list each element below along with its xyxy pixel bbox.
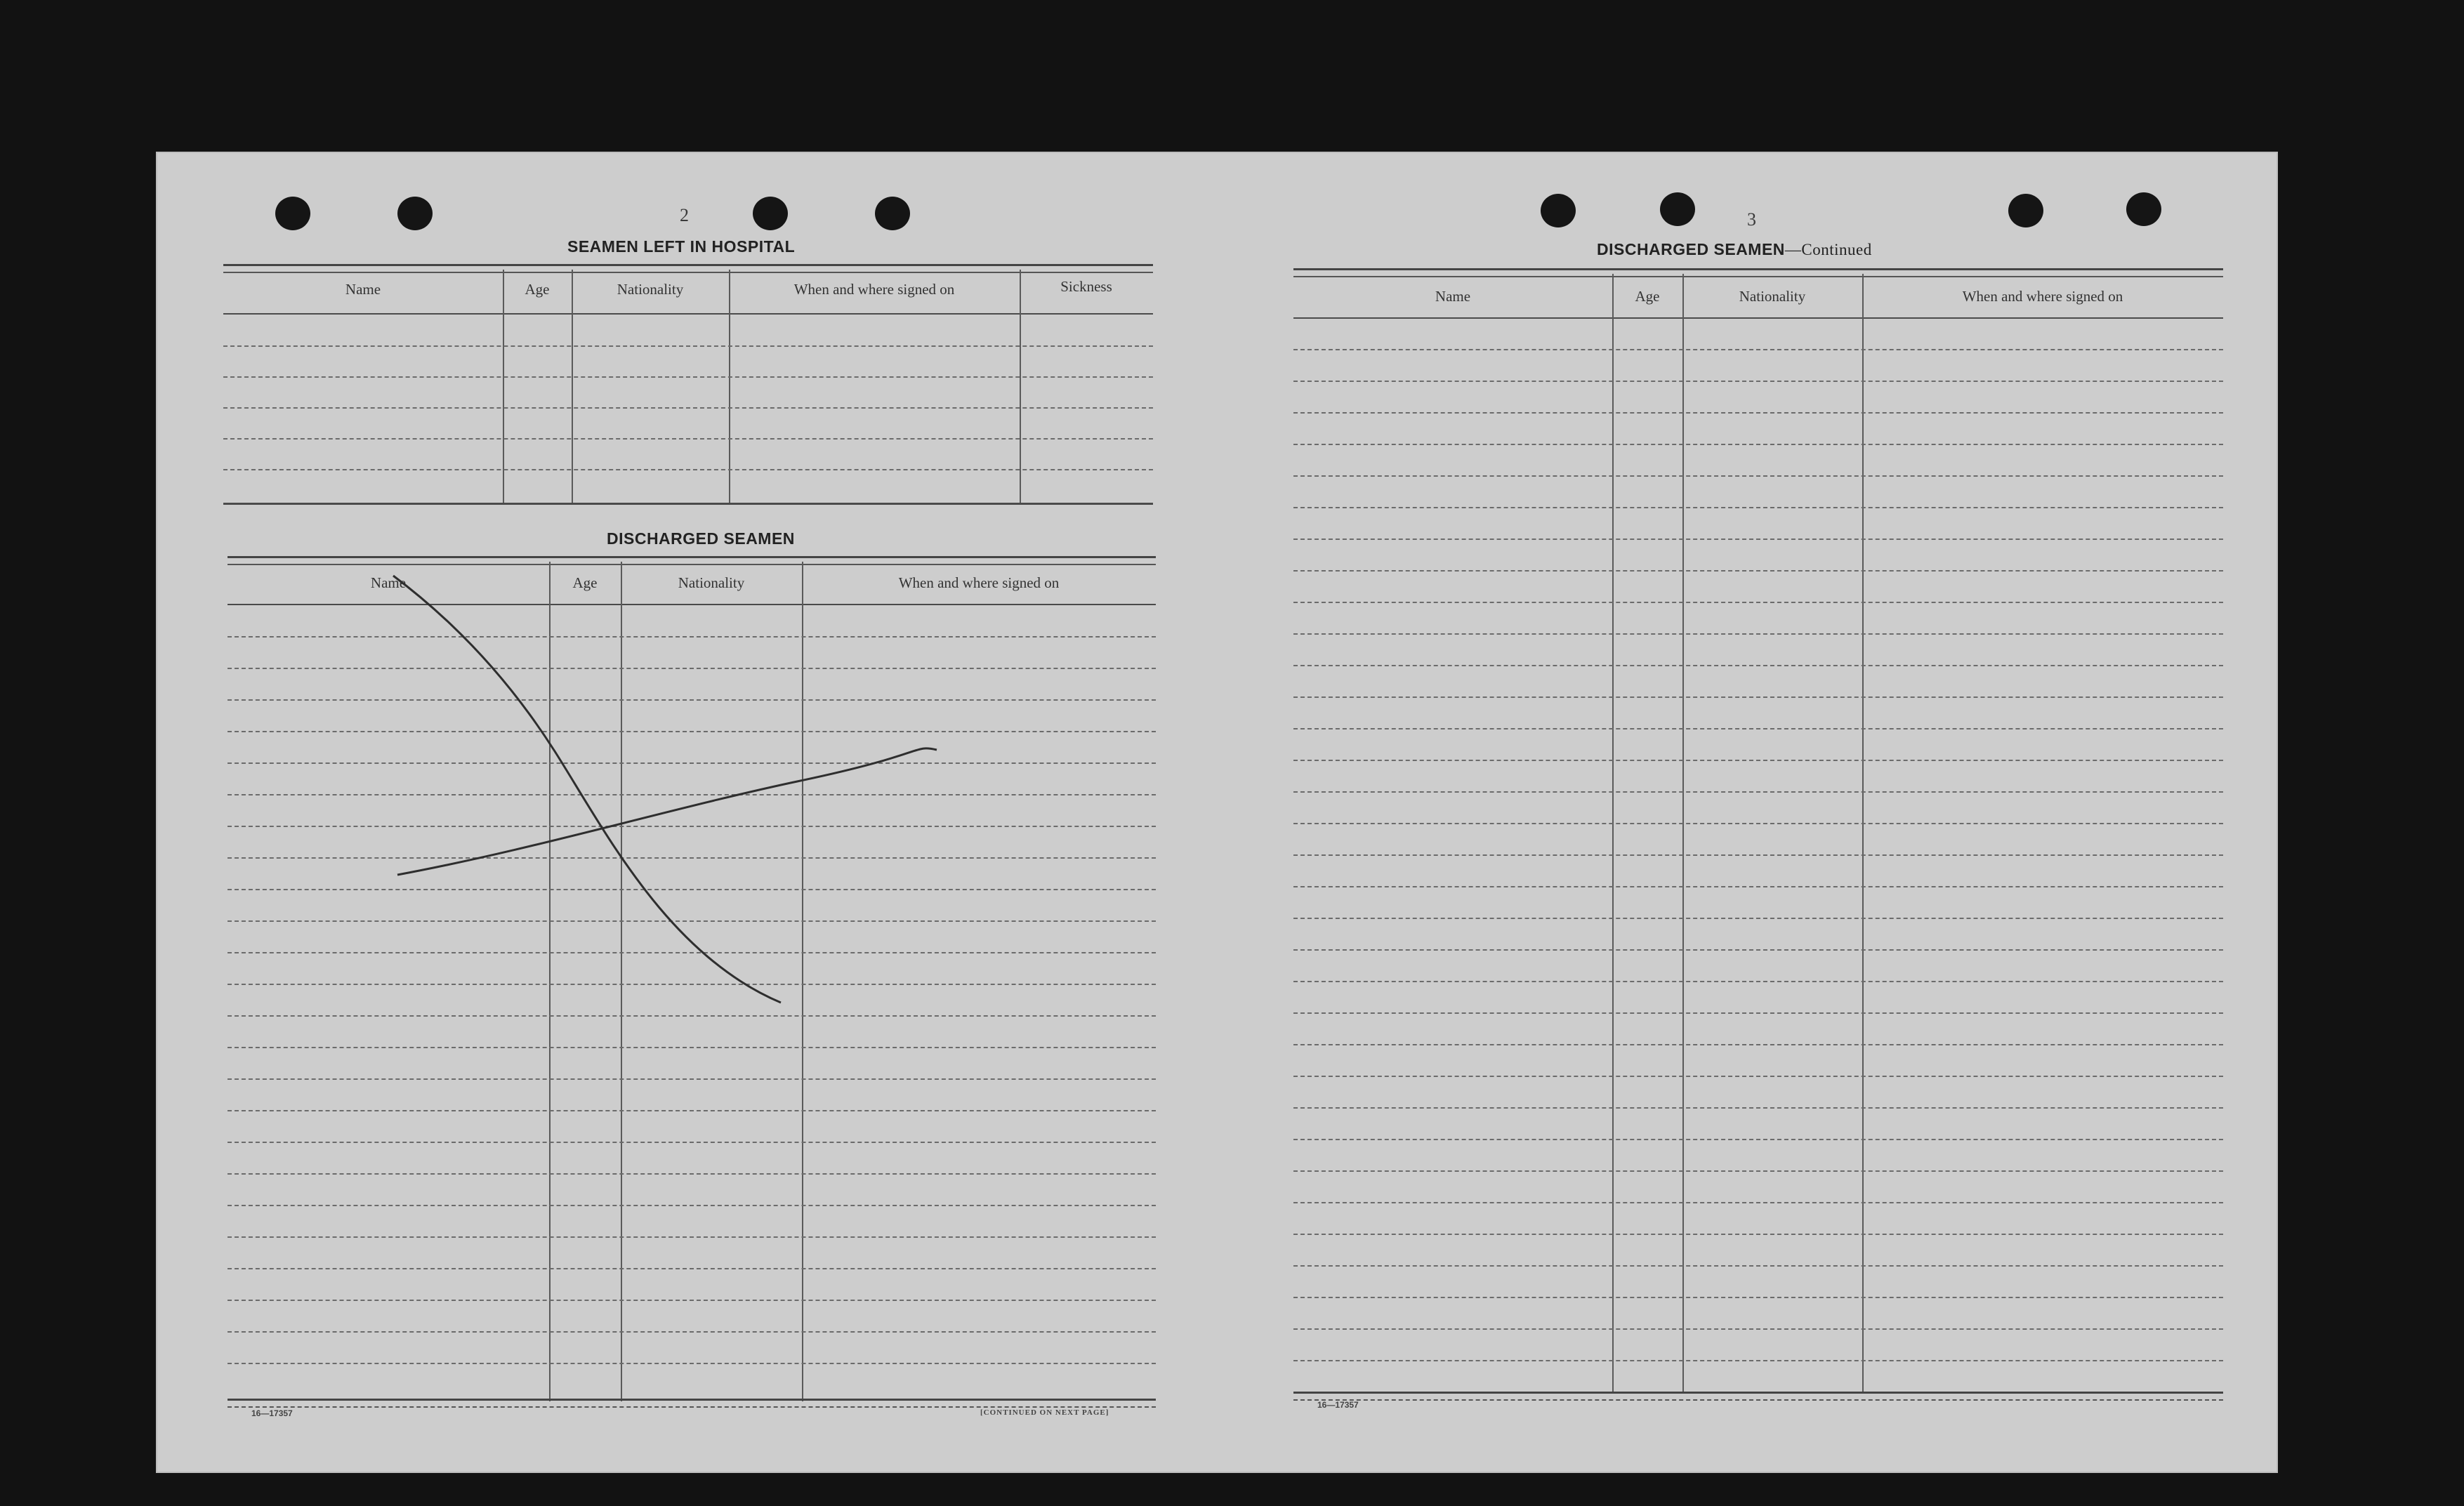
header-underline: [1293, 317, 2223, 319]
discharged-table-left: [228, 556, 1156, 1410]
entry-line: [1293, 1012, 2223, 1014]
column-header-signed-on: When and where signed on: [898, 574, 1060, 591]
punch-hole: [2126, 192, 2161, 226]
entry-line: [1293, 728, 2223, 729]
entry-line: [228, 1268, 1156, 1269]
column-header-nationality: Nationality: [617, 281, 684, 298]
entry-line: [1293, 1234, 2223, 1235]
title-main: DISCHARGED SEAMEN: [1597, 240, 1785, 258]
entry-line: [228, 920, 1156, 922]
entry-line: [223, 469, 1153, 470]
column-divider: [1862, 274, 1864, 1393]
entry-line: [228, 1236, 1156, 1238]
entry-line: [228, 1173, 1156, 1175]
entry-line: [1293, 381, 2223, 382]
entry-line: [1293, 539, 2223, 540]
entry-line: [1293, 1076, 2223, 1077]
entry-line: [228, 1331, 1156, 1333]
column-divider: [549, 562, 551, 1401]
entry-line: [1293, 1044, 2223, 1045]
entry-line: [1293, 823, 2223, 824]
entry-line: [1293, 1170, 2223, 1172]
continued-note: [CONTINUED ON NEXT PAGE]: [980, 1408, 1109, 1417]
entry-line: [228, 889, 1156, 890]
column-divider: [802, 562, 803, 1401]
entry-line: [223, 376, 1153, 378]
entry-line: [228, 699, 1156, 701]
entry-line: [223, 345, 1153, 347]
header-underline: [223, 313, 1153, 315]
column-header-name: Name: [345, 281, 381, 298]
entry-line: [1293, 412, 2223, 414]
entry-line: [228, 1015, 1156, 1017]
entry-line: [228, 794, 1156, 795]
entry-line: [1293, 1107, 2223, 1109]
page-number-right: 3: [1747, 209, 1756, 230]
entry-line: [228, 1205, 1156, 1206]
column-header-age: Age: [1635, 288, 1660, 305]
column-header-nationality: Nationality: [1739, 288, 1806, 305]
entry-line: [1293, 1202, 2223, 1203]
entry-line: [1293, 981, 2223, 982]
discharged-section-title: DISCHARGED SEAMEN: [607, 529, 795, 548]
register-sheet: [156, 152, 2278, 1473]
column-header-name: Name: [1435, 288, 1471, 305]
table-top-rule: [228, 556, 1156, 565]
entry-line: [1293, 886, 2223, 887]
form-number-right: 16—17357: [1317, 1400, 1359, 1410]
column-divider: [1612, 274, 1614, 1393]
column-header-age: Age: [525, 281, 550, 298]
column-header-signed-on: When and where signed on: [793, 281, 955, 298]
entry-line: [1293, 444, 2223, 445]
discharged-continued-title: [1597, 240, 1872, 259]
entry-line: [228, 1047, 1156, 1048]
entry-line: [228, 1110, 1156, 1111]
entry-line: [1293, 791, 2223, 793]
column-header-sickness: Sickness: [1060, 278, 1112, 295]
table-top-rule: [1293, 268, 2223, 277]
entry-line: [228, 1363, 1156, 1364]
entry-line: [223, 438, 1153, 440]
table-top-rule: [223, 264, 1153, 273]
page-number-left: 2: [680, 205, 689, 225]
entry-line: [1293, 507, 2223, 508]
entry-line: [228, 826, 1156, 827]
entry-line: [1293, 1328, 2223, 1330]
entry-line: [1293, 918, 2223, 919]
table-bottom-rule: [223, 503, 1153, 505]
punch-hole: [397, 197, 433, 230]
table-bottom-rule: [1293, 1392, 2223, 1401]
entry-line: [1293, 854, 2223, 856]
entry-line: [1293, 349, 2223, 350]
punch-hole: [753, 197, 788, 230]
punch-hole: [1541, 194, 1576, 227]
hospital-section-title: SEAMEN LEFT IN HOSPITAL: [567, 237, 796, 256]
entry-line: [1293, 1297, 2223, 1298]
entry-line: [1293, 1265, 2223, 1267]
column-header-signed-on: When and where signed on: [1962, 288, 2123, 305]
header-underline: [228, 604, 1156, 605]
punch-hole: [875, 197, 910, 230]
entry-line: [1293, 633, 2223, 635]
punch-hole: [275, 197, 310, 230]
entry-line: [1293, 1360, 2223, 1361]
entry-line: [1293, 1139, 2223, 1140]
punch-hole: [2008, 194, 2043, 227]
table-bottom-rule: [228, 1399, 1156, 1408]
column-header-nationality: Nationality: [678, 574, 745, 591]
entry-line: [228, 636, 1156, 638]
entry-line: [1293, 602, 2223, 603]
entry-line: [1293, 665, 2223, 666]
discharged-table-right: [1293, 268, 2223, 1417]
entry-line: [228, 984, 1156, 985]
entry-line: [228, 731, 1156, 732]
entry-line: [228, 857, 1156, 859]
punch-hole: [1660, 192, 1695, 226]
column-divider: [621, 562, 622, 1401]
entry-line: [228, 1300, 1156, 1301]
title-suffix: —Continued: [1784, 241, 1872, 258]
entry-line: [1293, 760, 2223, 761]
entry-line: [1293, 475, 2223, 477]
entry-line: [228, 668, 1156, 669]
column-divider: [1682, 274, 1684, 1393]
column-header-age: Age: [572, 574, 598, 591]
entry-line: [1293, 949, 2223, 951]
entry-line: [228, 952, 1156, 953]
entry-line: [1293, 570, 2223, 572]
entry-line: [228, 1078, 1156, 1080]
entry-line: [228, 1142, 1156, 1143]
entry-line: [1293, 696, 2223, 698]
entry-line: [223, 407, 1153, 409]
entry-line: [228, 762, 1156, 764]
column-header-name: Name: [370, 574, 407, 591]
form-number-left: 16—17357: [251, 1408, 293, 1418]
